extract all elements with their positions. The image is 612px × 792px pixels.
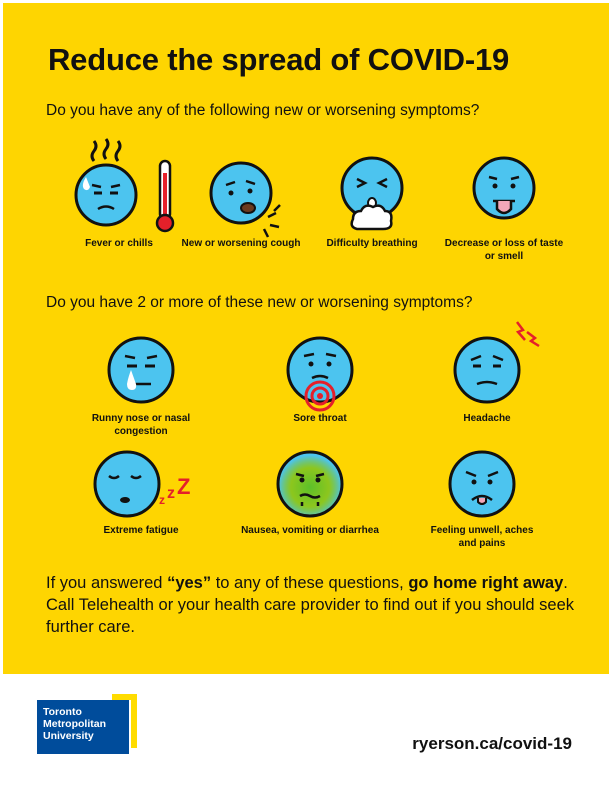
logo-line-3: University	[43, 730, 94, 742]
svg-text:z: z	[159, 493, 165, 507]
symptom-label: Extreme fatigue	[103, 525, 179, 536]
symptom-fatigue	[76, 446, 206, 537]
fatigue-face-icon	[79, 446, 203, 524]
symptom-label: Fever or chills	[85, 238, 153, 249]
runny-nose-face-icon	[91, 326, 191, 414]
sore-throat-face-icon	[270, 326, 370, 414]
symptom-label: Nausea, vomiting or diarrhea	[241, 525, 379, 536]
breathing-face-icon	[317, 133, 427, 243]
symptom-fever	[54, 133, 184, 250]
symptom-label: Sore throat	[293, 413, 347, 424]
answer-text-1: If you answered	[46, 574, 168, 592]
symptom-runny-nose	[76, 326, 206, 438]
svg-text:z: z	[167, 485, 175, 502]
answer-go-home: go home right away	[408, 574, 564, 592]
question-1: Do you have any of the following new or worsening symptoms?	[46, 102, 480, 119]
unwell-face-icon	[432, 446, 532, 524]
symptom-breathing	[307, 133, 437, 250]
answer-yes: “yes”	[167, 574, 212, 592]
logo-line-1: Toronto	[43, 706, 82, 718]
symptom-unwell	[422, 446, 542, 550]
symptom-label: Difficulty breathing	[326, 238, 418, 249]
tongue-face-icon	[449, 133, 559, 243]
cough-face-icon	[186, 133, 296, 243]
answer-text-3: . Call Telehealth or your health care provider to find out if you should seek further care.	[46, 574, 575, 636]
logo-line-2: Metropolitan	[43, 718, 106, 730]
headache-face-icon	[427, 316, 547, 414]
svg-text:Z: Z	[177, 474, 191, 499]
page-title: Reduce the spread of COVID-19	[48, 42, 510, 77]
question-2: Do you have 2 or more of these new or worsening symptoms?	[46, 294, 473, 311]
symptom-label: Runny nose or nasal congestion	[91, 413, 191, 437]
symptom-sore-throat	[255, 326, 385, 425]
symptom-label: Headache	[463, 413, 511, 424]
answer-text-2: to any of these questions,	[211, 574, 409, 592]
symptom-label: Decrease or loss of taste or smell	[444, 238, 564, 262]
symptom-headache	[422, 316, 552, 425]
answer-paragraph	[46, 572, 576, 638]
fever-face-icon	[64, 133, 174, 243]
website-link[interactable]: ryerson.ca/covid-19	[412, 734, 572, 753]
symptom-label: New or worsening cough	[181, 238, 301, 249]
symptom-nausea	[240, 446, 380, 537]
symptom-cough	[176, 133, 306, 250]
symptom-label: Feeling unwell, aches and pains	[430, 525, 534, 549]
logo-accent-vertical	[131, 696, 137, 748]
nausea-face-icon	[260, 446, 360, 524]
symptom-taste-smell	[439, 133, 569, 263]
university-logo[interactable]	[37, 700, 129, 754]
